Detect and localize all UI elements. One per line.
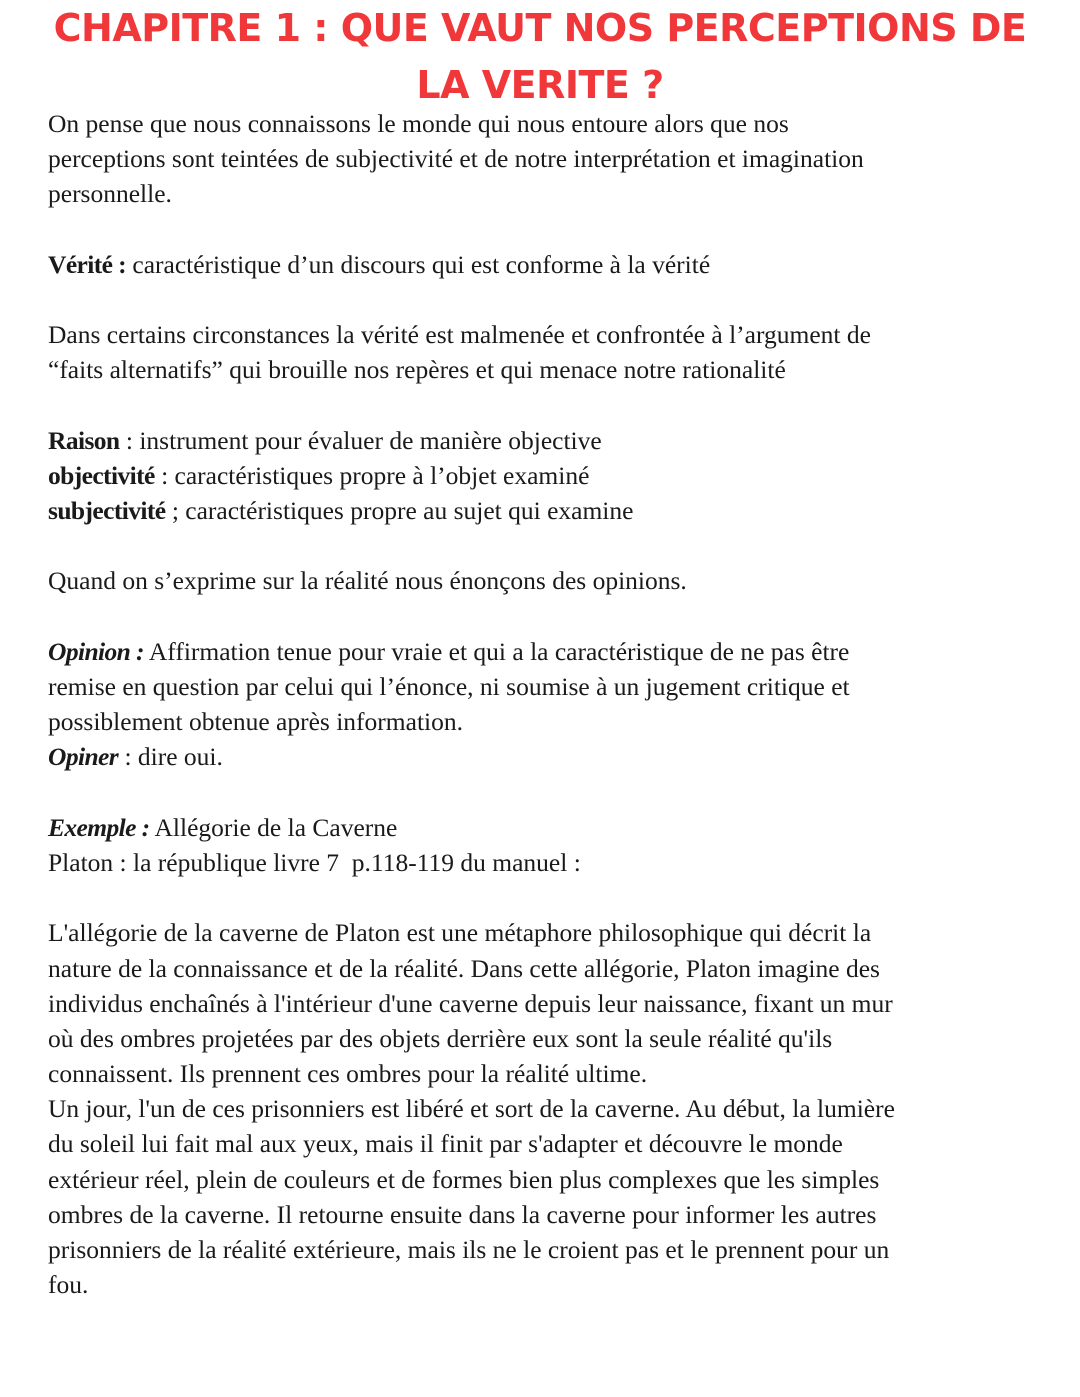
chapter-title (0, 0, 1080, 114)
definition-term: Opiner (48, 742, 119, 772)
paragraph-spacer (48, 599, 1048, 634)
text-line (48, 986, 1048, 1021)
text-line (48, 845, 1048, 880)
text-line (48, 106, 1048, 141)
definition-term: Opinion : (48, 636, 144, 666)
document-body (48, 106, 1048, 1302)
text-line (48, 1232, 1048, 1267)
text-line (48, 493, 1048, 528)
chapter-title-line-2: LA VERITE ? (416, 63, 664, 107)
text-line (48, 1091, 1048, 1126)
text-line (48, 1162, 1048, 1197)
paragraph (48, 423, 1048, 529)
paragraph-spacer (48, 282, 1048, 317)
line-text: ombres de la caverne. Il retourne ensuite dans la caverne pour informer les autres (48, 1199, 877, 1229)
text-line (48, 669, 1048, 704)
line-text: nature de la connaissance et de la réalité. Dans cette allégorie, Platon imagine des (48, 953, 880, 983)
line-text: “faits alternatifs” qui brouille nos repères et qui menace notre rationalité (48, 355, 786, 385)
line-text: Dans certains circonstances la vérité est malmenée et confrontée à l’argument de (48, 320, 871, 350)
paragraph (48, 563, 1048, 598)
text-line (48, 810, 1048, 845)
line-text: individus enchaînés à l'intérieur d'une caverne depuis leur naissance, fixant un mur (48, 988, 893, 1018)
paragraph-spacer (48, 388, 1048, 423)
text-line (48, 563, 1048, 598)
definition-term: objectivité (48, 460, 155, 490)
paragraph-spacer (48, 212, 1048, 247)
line-text: où des ombres projetées par des objets derrière eux sont la seule réalité qu'ils (48, 1023, 833, 1053)
line-text: fou. (48, 1270, 89, 1300)
paragraph (48, 317, 1048, 387)
definition-term: subjectivité (48, 496, 166, 526)
line-text: Platon : la république livre 7 p.118-119 du manuel : (48, 847, 581, 877)
text-line (48, 704, 1048, 739)
text-line (48, 634, 1048, 669)
text-line (48, 458, 1048, 493)
line-text: Un jour, l'un de ces prisonniers est libéré et sort de la caverne. Au début, la lumière (48, 1094, 895, 1124)
text-line (48, 739, 1048, 774)
text-line (48, 423, 1048, 458)
paragraph (48, 634, 1048, 775)
text-line (48, 317, 1048, 352)
line-text: Affirmation tenue pour vraie et qui a la caractéristique de ne pas être (143, 636, 850, 666)
line-text: du soleil lui fait mal aux yeux, mais il finit par s'adapter et découvre le monde (48, 1129, 843, 1159)
text-line (48, 1126, 1048, 1161)
line-text: Quand on s’exprime sur la réalité nous énonçons des opinions. (48, 566, 687, 596)
text-line (48, 352, 1048, 387)
text-line (48, 176, 1048, 211)
text-line (48, 1267, 1048, 1302)
chapter-title-line-1: CHAPITRE 1 : QUE VAUT NOS PERCEPTIONS DE (53, 6, 1027, 50)
line-text: : instrument pour évaluer de manière objective (119, 425, 602, 455)
line-text: connaissent. Ils prennent ces ombres pour la réalité ultime. (48, 1059, 648, 1089)
definition-term: Vérité : (48, 249, 127, 279)
paragraph (48, 106, 1048, 212)
line-text: caractéristique d’un discours qui est conforme à la vérité (126, 249, 711, 279)
line-text: : caractéristiques propre à l’objet examiné (154, 460, 590, 490)
line-text: On pense que nous connaissons le monde qui nous entoure alors que nos (48, 109, 789, 138)
text-line (48, 1021, 1048, 1056)
definition-term: Raison (48, 425, 120, 455)
line-text: ; caractéristiques propre au sujet qui examine (165, 496, 634, 526)
paragraph (48, 247, 1048, 282)
line-text: extérieur réel, plein de couleurs et de formes bien plus complexes que les simples (48, 1164, 880, 1194)
line-text: : dire oui. (118, 742, 223, 772)
paragraph-spacer (48, 880, 1048, 915)
paragraph-spacer (48, 528, 1048, 563)
text-line (48, 141, 1048, 176)
line-text: Allégorie de la Caverne (149, 812, 398, 842)
line-text: L'allégorie de la caverne de Platon est une métaphore philosophique qui décrit la (48, 918, 872, 948)
text-line (48, 1197, 1048, 1232)
line-text: personnelle. (48, 179, 172, 209)
text-line (48, 915, 1048, 950)
line-text: possiblement obtenue après information. (48, 707, 463, 737)
line-text: prisonniers de la réalité extérieure, mais ils ne le croient pas et le prennent pour un (48, 1235, 890, 1264)
paragraph (48, 810, 1048, 880)
definition-term: Exemple : (48, 812, 150, 842)
text-line (48, 1056, 1048, 1091)
line-text: remise en question par celui qui l’énonce, ni soumise à un jugement critique et (48, 672, 850, 701)
paragraph (48, 915, 1048, 1302)
text-line (48, 951, 1048, 986)
paragraph-spacer (48, 775, 1048, 810)
line-text: perceptions sont teintées de subjectivité et de notre interprétation et imagination (48, 144, 864, 174)
text-line (48, 247, 1048, 282)
